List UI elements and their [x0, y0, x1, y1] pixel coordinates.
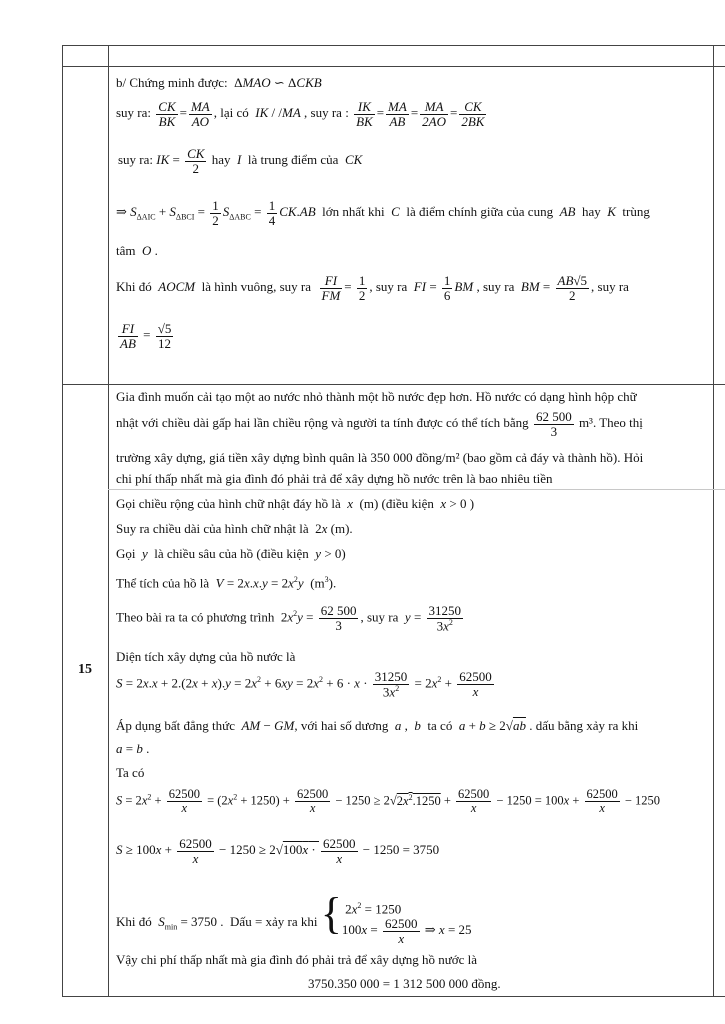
partb-line4: ⇒ $S_{\Delta AIC} + S_{\Delta BCI}$ = $\frac{1}{2}$ $S_{\Delta ABC}$ = $\frac{1}{4}$ CK.AB lớn nhất khi C là điểm chính giữa của cung AB hay K trùng	[116, 198, 650, 228]
solution-l7: $S = 2x.x + 2.(2x + x).y = 2x^2 + 6xy = 2x^2 + 6 \cdot x$ · $\frac{31250}{3x^2}$ = $2x^2$ + $\frac{62500}{x}$	[116, 669, 492, 699]
solution-l5: Theo bài ra ta có phương trình $2x^2y$ = $\frac{62 500}{3}$ , suy ra y = $\frac{31250}{3x^2}$	[116, 603, 462, 633]
problem-line4: chi phí thấp nhất mà gia đình đó phải trả để xây dựng hồ nước trên là bao nhiêu tiền	[116, 471, 553, 486]
table-row-divider	[62, 384, 725, 385]
solution-l10: Ta có	[116, 765, 145, 780]
solution-l15: 3750.350 000 = 1 312 500 000 đồng.	[308, 976, 501, 991]
solution-l9: a = b .	[116, 741, 150, 756]
solution-l12: S ≥ 100x + $\frac{62500}{x}$ − 1250 ≥ 2√100x · $\frac{62500}{x}$ − 1250 = 3750	[116, 836, 440, 866]
solution-l3: Gọi y là chiều sâu của hồ (điều kiện y > 0)	[116, 546, 346, 561]
table-row-divider	[62, 66, 725, 67]
volume-denominator: 3	[550, 423, 558, 439]
partb-line1: b/ Chứng minh được: ΔMAO ∽ ΔCKB	[116, 75, 322, 90]
problem-line2	[116, 410, 643, 438]
partb-line3: suy ra: IK = $\frac{CK}{2}$ hay I là trung điểm của CK	[118, 146, 363, 176]
table-column-divider	[108, 45, 109, 997]
problem-line2-unit: m³. Theo thị	[578, 415, 643, 431]
partb-line5: tâm O .	[116, 243, 158, 258]
solution-l6: Diện tích xây dựng của hồ nước là	[116, 649, 296, 664]
solution-l14: Vậy chi phí thấp nhất mà gia đình đó phải trả để xây dựng hồ nước là	[116, 952, 478, 967]
partb-line7: $\frac{FI}{AB}$ = $\frac{√5}{12}$	[120, 321, 172, 351]
problem-line1: Gia đình muốn cải tạo một ao nước nhỏ thành một hồ nước đẹp hơn. Hồ nước có dạng hình hộp chữ	[116, 389, 637, 404]
problem-line2-text: nhật với chiều dài gấp hai lần chiều rộng và người ta tính được có thể tích bằng	[116, 415, 529, 431]
solution-l13: Khi đó $S_{min} = 3750$ . Dấu = xảy ra khi { $2x^2 = 1250$ 100x = $\frac{62500}{x}$ ⇒ x = 25	[116, 889, 472, 946]
system-brace: {	[320, 889, 342, 938]
table-bottom-border	[62, 996, 725, 997]
table-left-border	[62, 45, 63, 997]
problem-line3: trường xây dựng, giá tiền xây dựng bình quân là 350 000 đồng/m² (bao gồm cả đáy và thành hồ). Hỏi	[116, 450, 644, 465]
partb-line2: suy ra: $\frac{CK}{BK}$ = $\frac{MA}{AO}$ , lại có IK / /MA , suy ra : $\frac{IK}{BK}$ = $\frac{MA}{AB}$ = $\frac{MA}{2AO}$ = $\frac{CK}{2BK}$	[116, 99, 485, 129]
question-number: 15	[78, 662, 92, 677]
solution-l4: Thể tích của hồ là $V = 2x.x.y = 2x^2y$ $(m^3)$.	[116, 575, 337, 591]
solution-l2: Suy ra chiều dài của hình chữ nhật là 2x (m).	[116, 521, 353, 536]
solution-l1: Gọi chiều rộng của hình chữ nhật đáy hồ là x (m) (điều kiện x > 0 )	[116, 496, 475, 511]
table-right-border	[713, 45, 714, 997]
problem-solution-separator	[108, 489, 725, 490]
solution-l11: $S = 2x^2$ + $\frac{62500}{x}$ = $(2x^2 + 1250)$ + $\frac{62500}{x}$ − $1250 \ge 2√2x^2.1250$ + $\frac{62500}{x}$ − 1250 = 100x + $\frac{62500}{x}$ − 1250	[116, 787, 661, 816]
partb-line6: Khi đó AOCM là hình vuông, suy ra $\frac{FI}{FM}$ = $\frac{1}{2}$ , suy ra FI = $\frac{1}{6}$ BM , suy ra BM = $\frac{AB√5}{2}$ , suy ra	[116, 273, 629, 303]
table-top-border	[62, 45, 725, 46]
volume-numerator: 62 500	[535, 409, 572, 424]
solution-l8: Áp dụng bất đẳng thức AM − GM, với hai số dương a , b ta có a + b ≥ 2√ab . dấu bằng xảy ra khi	[116, 718, 639, 733]
